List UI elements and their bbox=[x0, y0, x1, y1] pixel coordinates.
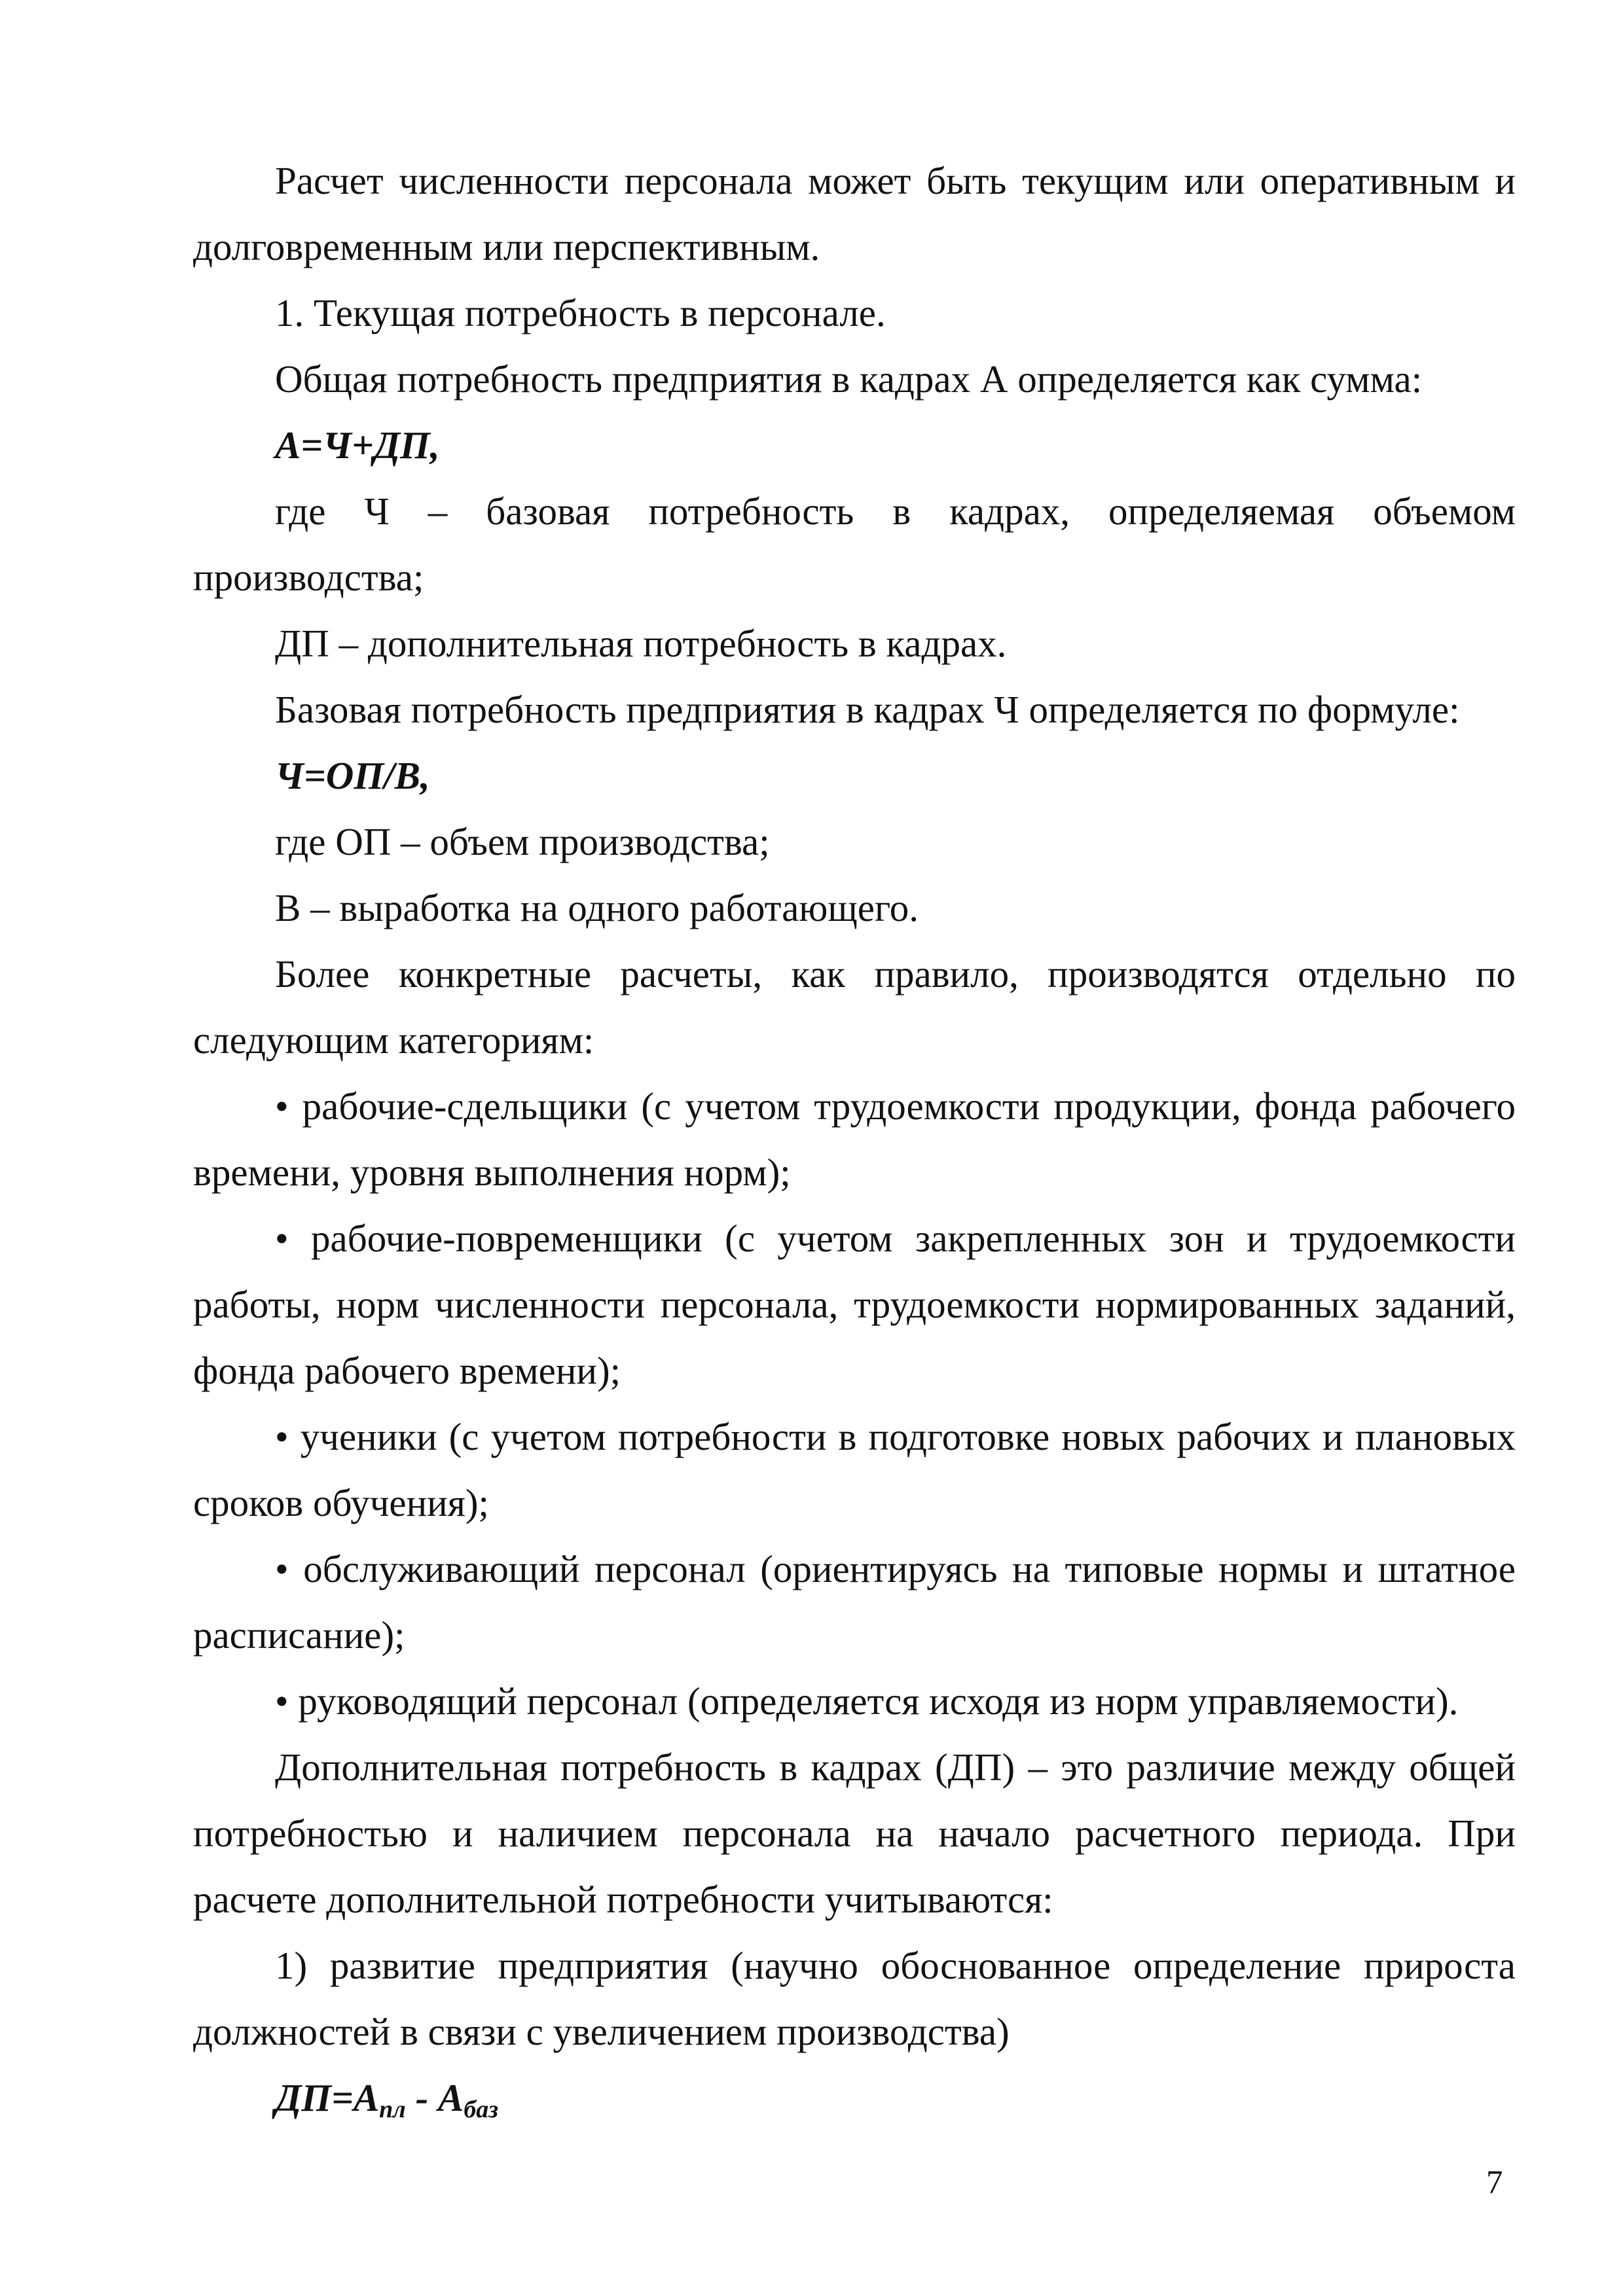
formula-additional-main: ДП=А bbox=[275, 2076, 380, 2119]
category-item: • рабочие-сдельщики (с учетом трудоемкости продукции, фонда рабочего времени, уровня выполнения норм); bbox=[193, 1085, 1516, 1194]
paragraph-where-ch: где Ч – базовая потребность в кадрах, определяемая объемом производства; bbox=[193, 490, 1516, 599]
page-body bbox=[193, 148, 1516, 2131]
paragraph-development: 1) развитие предприятия (научно обоснованное определение прироста должностей в связи с увеличением производства) bbox=[193, 1944, 1516, 2053]
paragraph-dp-definition: ДП – дополнительная потребность в кадрах. bbox=[275, 622, 1007, 665]
category-item: • ученики (с учетом потребности в подготовке новых рабочих и плановых сроков обучения); bbox=[193, 1415, 1516, 1524]
paragraph-b-definition: В – выработка на одного работающего. bbox=[275, 886, 919, 929]
category-item: • руководящий персонал (определяется исходя из норм управляемости). bbox=[275, 1679, 1459, 1723]
category-item: • обслуживающий персонал (ориентируясь на типовые нормы и штатное расписание); bbox=[193, 1547, 1516, 1657]
paragraph-additional-need: Дополнительная потребность в кадрах (ДП) – это различие между общей потребностью и наличием персонала на начало расчетного периода. При расчете дополнительной потребности учитываются: bbox=[193, 1746, 1516, 1921]
paragraph-total-need: Общая потребность предприятия в кадрах А определяется как сумма: bbox=[275, 357, 1423, 401]
paragraph-intro: Расчет численности персонала может быть текущим или оперативным и долговременным или перспективным. bbox=[193, 159, 1516, 268]
page-number: 7 bbox=[1486, 2164, 1503, 2201]
formula-total: А=Ч+ДП, bbox=[275, 423, 440, 467]
formula-subscript-pl: пл bbox=[379, 2096, 406, 2123]
formula-additional-minus: - А bbox=[405, 2076, 464, 2119]
paragraph-item-1: 1. Текущая потребность в персонале. bbox=[275, 291, 886, 334]
formula-additional bbox=[193, 2065, 1516, 2131]
category-item: • рабочие-повременщики (с учетом закрепленных зон и трудоемкости работы, норм численности персонала, трудоемкости нормированных заданий, фонда рабочего времени); bbox=[193, 1217, 1516, 1392]
paragraph-specific-calc: Более конкретные расчеты, как правило, производятся отдельно по следующим категориям: bbox=[193, 952, 1516, 1062]
formula-subscript-baz: баз bbox=[464, 2096, 499, 2123]
paragraph-base-need: Базовая потребность предприятия в кадрах Ч определяется по формуле: bbox=[275, 688, 1460, 731]
paragraph-where-op: где ОП – объем производства; bbox=[275, 820, 770, 863]
formula-base: Ч=ОП/В, bbox=[275, 754, 430, 797]
